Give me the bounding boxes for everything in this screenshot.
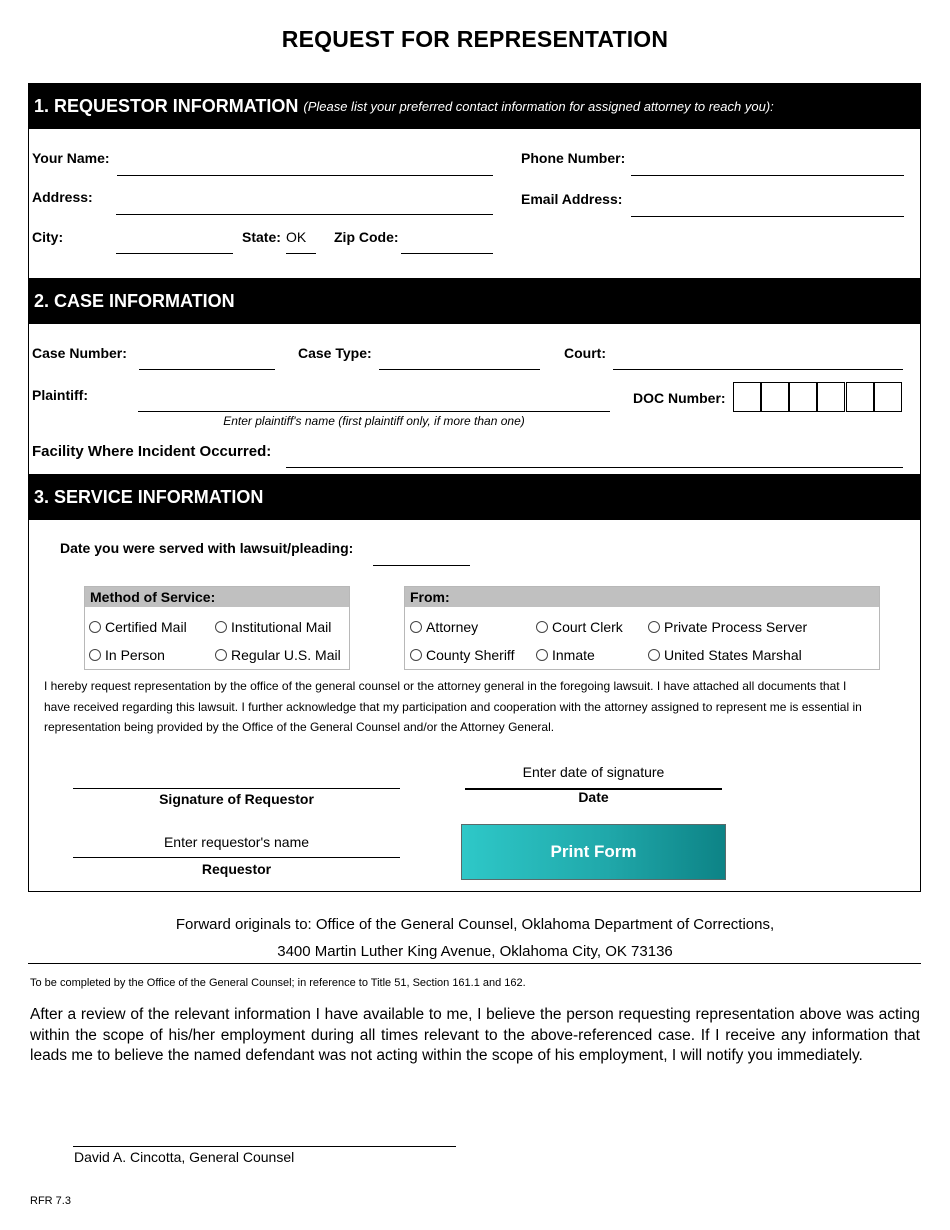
option-label: United States Marshal xyxy=(664,647,802,663)
doc-digit-box[interactable] xyxy=(789,382,817,412)
option-label: Private Process Server xyxy=(664,619,808,635)
radio-circle-icon[interactable] xyxy=(89,649,101,661)
requestor-label: Requestor xyxy=(201,861,272,877)
facility-label: Facility Where Incident Occurred: xyxy=(32,443,272,460)
radio-united-states-marshal[interactable] xyxy=(648,647,802,663)
radio-circle-icon[interactable] xyxy=(215,621,227,633)
state-field[interactable]: OK xyxy=(286,228,316,254)
page-title: REQUEST FOR REPRESENTATION xyxy=(281,26,669,52)
doc-digit-box[interactable] xyxy=(874,382,902,412)
section1-heading: 1. REQUESTOR INFORMATION xyxy=(34,95,299,116)
phone-field[interactable] xyxy=(631,155,904,176)
radio-private-process-server[interactable] xyxy=(648,619,807,635)
radio-court-clerk[interactable] xyxy=(536,619,623,635)
case-type-field[interactable] xyxy=(379,350,540,370)
section3-header xyxy=(28,474,921,520)
radio-circle-icon[interactable] xyxy=(410,621,422,633)
from-heading: From: xyxy=(405,587,879,607)
doc-digit-box[interactable] xyxy=(761,382,789,412)
section1-header xyxy=(28,83,921,129)
section3-heading: 3. SERVICE INFORMATION xyxy=(34,486,264,507)
counsel-signature-line xyxy=(73,1146,456,1147)
email-field[interactable] xyxy=(631,197,904,217)
zip-label: Zip Code: xyxy=(334,229,399,245)
phone-label: Phone Number: xyxy=(521,150,626,166)
radio-circle-icon[interactable] xyxy=(410,649,422,661)
plaintiff-field[interactable] xyxy=(138,392,610,412)
section1-subheading: (Please list your preferred contact information for assigned attorney to reach you): xyxy=(303,98,774,114)
city-field[interactable] xyxy=(116,234,233,254)
option-label: Court Clerk xyxy=(552,619,623,635)
option-label: Inmate xyxy=(552,647,595,663)
case-number-label: Case Number: xyxy=(32,345,127,361)
court-field[interactable] xyxy=(613,350,903,370)
option-label: In Person xyxy=(105,647,165,663)
forward-originals-line2: 3400 Martin Luther King Avenue, Oklahoma City, OK 73136 xyxy=(277,943,673,960)
city-label: City: xyxy=(32,229,64,245)
doc-number-label: DOC Number: xyxy=(633,390,726,406)
radio-in-person[interactable] xyxy=(89,647,165,663)
radio-inmate[interactable] xyxy=(536,647,595,663)
signature-field[interactable] xyxy=(73,768,400,789)
your-name-label: Your Name: xyxy=(32,150,110,166)
case-type-label: Case Type: xyxy=(298,345,372,361)
date-served-label: Date you were served with lawsuit/pleading: xyxy=(60,540,354,556)
footer-divider xyxy=(28,963,921,964)
radio-circle-icon[interactable] xyxy=(536,621,548,633)
date-served-field[interactable] xyxy=(373,546,470,566)
radio-certified-mail[interactable] xyxy=(89,619,187,635)
section2-heading: 2. CASE INFORMATION xyxy=(34,290,235,311)
radio-circle-icon[interactable] xyxy=(215,649,227,661)
radio-circle-icon[interactable] xyxy=(648,649,660,661)
radio-county-sheriff[interactable] xyxy=(410,647,514,663)
facility-field[interactable] xyxy=(286,448,903,468)
zip-field[interactable] xyxy=(401,234,493,254)
radio-regular-us-mail[interactable] xyxy=(215,647,341,663)
forward-originals-line1: Forward originals to: Office of the General Counsel, Oklahoma Department of Corrections, xyxy=(175,916,775,933)
section2-header xyxy=(28,278,921,324)
address-label: Address: xyxy=(32,189,93,205)
radio-attorney[interactable] xyxy=(410,619,478,635)
radio-institutional-mail[interactable] xyxy=(215,619,331,635)
option-label: Attorney xyxy=(426,619,479,635)
case-number-field[interactable] xyxy=(139,350,275,370)
court-label: Court: xyxy=(564,345,606,361)
signature-label: Signature of Requestor xyxy=(159,791,314,807)
radio-circle-icon[interactable] xyxy=(648,621,660,633)
email-label: Email Address: xyxy=(521,191,623,207)
state-label: State: xyxy=(242,229,281,245)
option-label: Institutional Mail xyxy=(231,619,332,635)
address-field[interactable] xyxy=(116,195,493,215)
doc-digit-box[interactable] xyxy=(846,382,874,412)
option-label: County Sheriff xyxy=(426,647,515,663)
completion-note: To be completed by the Office of the General Counsel; in reference to Title 51, Section 161.1 and 162. xyxy=(30,977,526,989)
plaintiff-hint: Enter plaintiff's name (first plaintiff only, if more than one) xyxy=(223,414,525,428)
form-code: RFR 7.3 xyxy=(30,1195,71,1207)
review-statement: After a review of the relevant information I have available to me, I believe the person requesting representation above was acting within the scope of his/her employment during all times relevant to the above-referenced case. If I receive any information that leads me to believe the named defendant was not acting within the scope of his employment, I will notify you immediately. xyxy=(30,1006,920,1064)
option-label: Regular U.S. Mail xyxy=(231,647,341,663)
doc-digit-box[interactable] xyxy=(817,382,845,412)
plaintiff-label: Plaintiff: xyxy=(32,387,88,403)
print-form-button[interactable]: Print Form xyxy=(461,824,726,880)
option-label: Certified Mail xyxy=(105,619,187,635)
doc-digit-box[interactable] xyxy=(733,382,761,412)
request-statement: I hereby request representation by the office of the general counsel or the attorney general in the foregoing lawsuit. I have attached all documents that I have received regarding this lawsuit. I further acknowledge that my participation and cooperation with the attorney assigned to represent me is essential in representation being provided by the Office of the General Counsel and/or the Attorney General. xyxy=(44,679,862,734)
radio-circle-icon[interactable] xyxy=(536,649,548,661)
date-label: Date xyxy=(578,789,609,805)
requestor-name-field[interactable]: Enter requestor's name xyxy=(73,834,400,858)
date-signature-field[interactable]: Enter date of signature xyxy=(465,764,722,790)
your-name-field[interactable] xyxy=(117,155,493,176)
doc-number-boxes xyxy=(733,382,903,412)
method-of-service-heading: Method of Service: xyxy=(85,587,349,607)
radio-circle-icon[interactable] xyxy=(89,621,101,633)
counsel-name: David A. Cincotta, General Counsel xyxy=(74,1149,295,1165)
